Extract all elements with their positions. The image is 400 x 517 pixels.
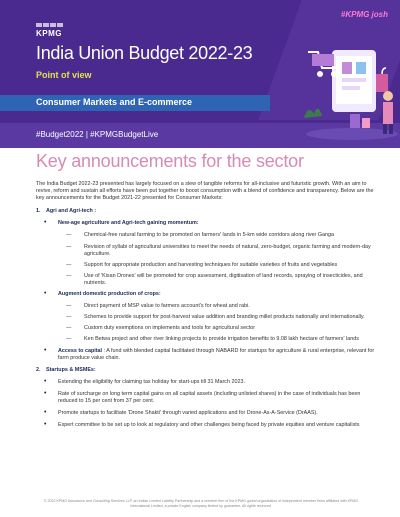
- bullet-item: • Expert committee to be set up to look at regulatory and other challenges being faced by private equities and venture capitalists: [36, 422, 381, 429]
- body-content: [36, 181, 381, 434]
- subtitle: Point of view: [36, 70, 92, 80]
- sub-point: — Ken Betwa project and other river linking projects to provide irrigation benefits to 9.08 lakh hectare of farmers' lands: [36, 336, 381, 343]
- intro-paragraph: The India Budget 2022-23 presented has largely focused on a slew of tangible reforms for all-inclusive and futuristic growth. With an aim to revive, reform and sustain all efforts have been put together to boost consumption with a blend of confidence and transparency. Below are the key announcements for the Budget 2021-22 presented for Consumer Markets:: [36, 181, 374, 202]
- sub-point: — Custom duty exemptions on implements and tools for agricultural sector: [36, 325, 381, 332]
- section-title: 1. Agri and Agri-tech :: [36, 208, 97, 215]
- section-title: 2. Startups & MSMEs:: [36, 366, 96, 373]
- bullet-item: • Extending the eligibility for claiming tax holiday for start-ups till 31 March 2023.: [36, 379, 381, 386]
- sub-point: — Chemical-free natural farming to be promoted on farmers' lands in 5-km wide corridors along river Ganga: [36, 232, 381, 239]
- bullet-item: • Promote startups to facilitate 'Drone Shakti' through varied applications and for Drone-As-A-Service (DrAAS).: [36, 410, 381, 417]
- sub-point: — Schemes to provide support for post-harvest value addition and branding millet products nationally and internationally.: [36, 314, 381, 321]
- sub-point: — Support for appropriate production and harvesting techniques for suitable varieties of fruits and vegetables: [36, 262, 381, 269]
- kpmg-josh-badge: #KPMG josh: [340, 10, 388, 19]
- bullet-item: • Augment domestic production of crops:: [36, 291, 381, 298]
- page-title: India Union Budget 2022-23: [36, 43, 253, 63]
- bullet-item: • Access to capital : A fund with blended capital facilitated through NABARD for startups for agriculture & rural enterprise, relevant for farm produce value chain.: [36, 348, 381, 362]
- sector-label: Consumer Markets and E-commerce: [36, 97, 193, 107]
- sector-bar: [0, 95, 270, 111]
- footer-disclaimer: © 2022 KPMG Assurance and Consulting Services LLP, an Indian Limited Liability Partnership and a member firm of the KPMG global organization of independent member firms affiliated with KPMG International Limited, a private English company limited by guarantee. All rights reserved.: [43, 499, 359, 508]
- hashtags: #Budget2022 | #KPMGBudgetLive: [36, 130, 159, 139]
- header-banner: [0, 0, 400, 148]
- sub-point: — Revision of syllabi of agricultural universities to meet the needs of natural, zero-budget, organic farming and modern-day agriculture.: [36, 244, 381, 258]
- bullet-item: • Rate of surcharge on long term capital gains on all capital assets (including unlisted shares) in the case of individuals has been reduced to 15 per cent from 37 per cent.: [36, 391, 381, 405]
- sub-point: — Direct payment of MSP value to farmers account's for wheat and rabi.: [36, 303, 381, 310]
- kpmg-logo: KPMG: [36, 20, 66, 38]
- section-heading: Key announcements for the sector: [36, 151, 304, 171]
- bullet-item: • New-age agriculture and Agri-tech gaining momentum:: [36, 220, 381, 227]
- sub-point: — Use of 'Kisan Drones' will be promoted for crop assessment, digitisation of land records, spraying of insecticides, and nutrients.: [36, 273, 381, 287]
- shopping-illustration: [290, 22, 400, 146]
